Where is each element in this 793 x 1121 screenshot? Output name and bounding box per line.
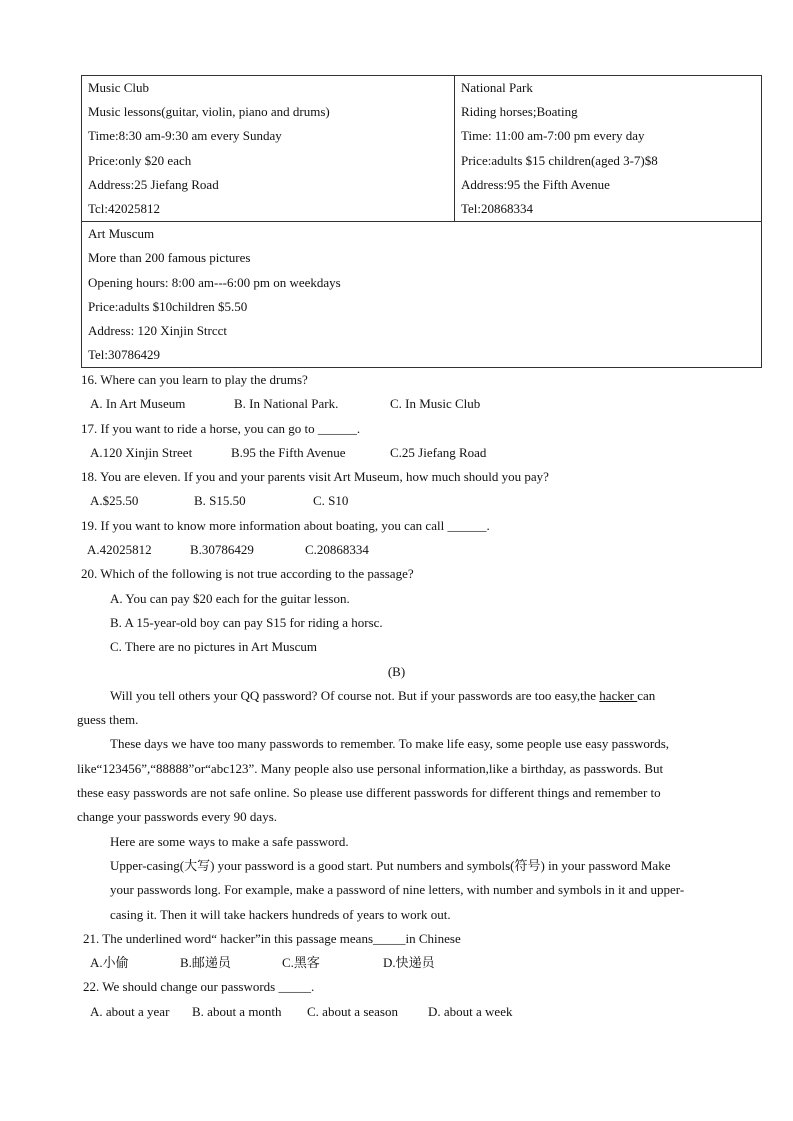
- music-club-title: Music Club: [88, 80, 150, 95]
- q16-stem: 16. Where can you learn to play the drums?: [81, 372, 308, 387]
- q16-option-b: B. In National Park.: [234, 396, 339, 412]
- question-options: [0, 538, 793, 562]
- music-club-cell: [82, 76, 455, 222]
- question-options: [0, 951, 793, 975]
- passage-p1-line2: guess them.: [77, 712, 139, 728]
- passage-p2-line3: these easy passwords are not safe online. So please use different passwords for different things and remember to: [77, 785, 661, 801]
- music-club-lessons: Music lessons(guitar, violin, piano and drums): [88, 104, 330, 120]
- national-park-time: Time: 11:00 am-7:00 pm every day: [461, 128, 645, 144]
- national-park-tel: Tel:20868334: [461, 201, 534, 217]
- q21-option-a: A.小偷: [90, 955, 129, 971]
- question-stem: [0, 417, 793, 441]
- passage-line: [0, 732, 793, 756]
- q22-option-c: C. about a season: [307, 1003, 398, 1019]
- art-museum-pictures: More than 200 famous pictures: [88, 250, 251, 266]
- q21-option-d: D.快递员: [383, 955, 435, 971]
- passage-p4-line2: your passwords long. For example, make a password of nine letters, with number and symbols in it and upper-: [110, 882, 685, 898]
- q22-option-a: A. about a year: [90, 1003, 170, 1019]
- question-option: [0, 611, 793, 635]
- q17-option-a: A.120 Xinjin Street: [90, 444, 193, 460]
- question-options: [0, 441, 793, 465]
- q16-option-c: C. In Music Club: [390, 396, 481, 412]
- q20-option-c: C. There are no pictures in Art Muscum: [110, 639, 317, 655]
- passage-line: [0, 805, 793, 829]
- q17-option-c: C.25 Jiefang Road: [390, 444, 487, 460]
- passage-p4-line1: Upper-casing(大写) your password is a good start. Put numbers and symbols(符号) in your password Make: [110, 857, 671, 873]
- question-option: [0, 587, 793, 611]
- question-options: [0, 1000, 793, 1024]
- q16-option-a: A. In Art Museum: [90, 396, 186, 412]
- art-museum-title: Art Muscum: [88, 226, 155, 242]
- q18-option-a: A.$25.50: [90, 493, 139, 509]
- q20-stem: 20. Which of the following is not true according to the passage?: [81, 566, 414, 582]
- passage-line: [0, 757, 793, 781]
- art-museum-hours: Opening hours: 8:00 am---6:00 pm on weekdays: [88, 274, 341, 290]
- q21-option-b: B.邮递员: [180, 955, 231, 971]
- question-stem: [0, 975, 793, 999]
- info-table: [81, 75, 762, 368]
- national-park-activities: Riding horses;Boating: [461, 104, 578, 120]
- passage-line: [0, 781, 793, 805]
- q21-stem: 21. The underlined word“ hacker”in this passage means_____in Chinese: [83, 930, 461, 946]
- passage-line: [0, 830, 793, 854]
- art-museum-cell: [82, 222, 762, 368]
- q19-stem: 19. If you want to know more information about boating, you can call ______.: [81, 517, 490, 533]
- q20-option-b: B. A 15-year-old boy can pay S15 for riding a horsc.: [110, 614, 383, 630]
- table-row: [82, 222, 762, 368]
- questions-area: [0, 368, 793, 1024]
- q22-stem: 22. We should change our passwords _____.: [83, 979, 315, 995]
- art-museum-tel: Tel:30786429: [88, 347, 161, 363]
- passage-p2-line2: like“123456”,“88888”or“abc123”. Many people also use personal information,like a birthday, as passwords. But: [77, 760, 664, 776]
- passage-line: [0, 878, 793, 902]
- music-club-tel: Tcl:42025812: [88, 201, 161, 217]
- passage-p2-line1: These days we have too many passwords to remember. To make life easy, some people use easy passwords,: [110, 736, 670, 752]
- table-row: [82, 76, 762, 222]
- national-park-address: Address:95 the Fifth Avenue: [461, 176, 610, 192]
- art-museum-price: Price:adults $10children $5.50: [88, 298, 248, 314]
- underlined-word-hacker: hacker: [599, 687, 638, 703]
- q17-option-b: B.95 the Fifth Avenue: [231, 444, 346, 460]
- question-option: [0, 635, 793, 659]
- q19-option-a: A.42025812: [87, 542, 152, 558]
- q21-option-c: C.黑客: [282, 955, 320, 971]
- question-stem: [0, 514, 793, 538]
- passage-line: [0, 708, 793, 732]
- passage-line: [0, 903, 793, 927]
- q22-option-d: D. about a week: [428, 1003, 513, 1019]
- question-stem: [0, 927, 793, 951]
- q18-option-c: C. S10: [313, 493, 349, 509]
- q19-option-c: C.20868334: [305, 542, 369, 558]
- question-stem: [0, 562, 793, 586]
- p1-text-a: Will you tell others your QQ password? Of course not. But if your passwords are too easy,the: [110, 687, 600, 703]
- section-b-heading: [0, 660, 793, 684]
- question-options: [0, 489, 793, 513]
- music-club-address: Address:25 Jiefang Road: [88, 176, 219, 192]
- p1-text-b: can: [637, 687, 656, 703]
- q20-option-a: A. You can pay $20 each for the guitar lesson.: [110, 590, 350, 606]
- q18-option-b: B. S15.50: [194, 493, 246, 509]
- passage-p4-line3: casing it. Then it will take hackers hundreds of years to work out.: [110, 906, 451, 922]
- q18-stem: 18. You are eleven. If you and your parents visit Art Museum, how much should you pay?: [81, 469, 549, 485]
- passage-line: [0, 854, 793, 878]
- passage-p3: Here are some ways to make a safe password.: [110, 833, 349, 849]
- national-park-price: Price:adults $15 children(aged 3-7)$8: [461, 152, 658, 168]
- question-options: [0, 392, 793, 416]
- q19-option-b: B.30786429: [190, 542, 254, 558]
- national-park-cell: [455, 76, 762, 222]
- question-stem: [0, 465, 793, 489]
- section-b-label: (B): [387, 663, 406, 679]
- music-club-price: Price:only $20 each: [88, 152, 192, 168]
- question-stem: [0, 368, 793, 392]
- music-club-time: Time:8:30 am-9:30 am every Sunday: [88, 128, 282, 144]
- national-park-title: National Park: [461, 80, 533, 95]
- passage-p1-line1: [110, 684, 655, 708]
- passage-line: [0, 684, 793, 708]
- q17-stem: 17. If you want to ride a horse, you can go to ______.: [81, 420, 361, 436]
- q22-option-b: B. about a month: [192, 1003, 282, 1019]
- passage-p2-line4: change your passwords every 90 days.: [77, 809, 278, 825]
- art-museum-address: Address: 120 Xinjin Strcct: [88, 323, 228, 339]
